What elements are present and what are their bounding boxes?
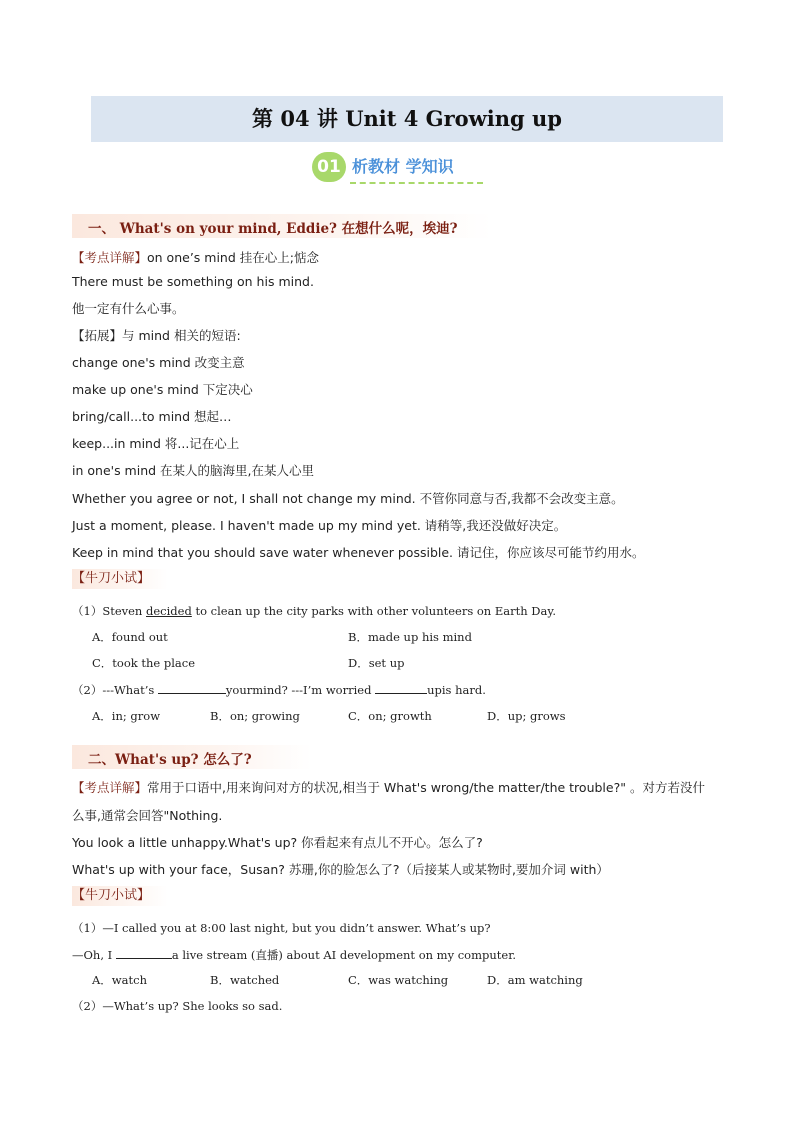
title-bar — [91, 96, 723, 142]
phrase-item: keep...in mind 将...记在心上 — [72, 436, 240, 451]
question-1 — [72, 920, 491, 936]
option-b[interactable]: B．on; growing — [210, 709, 300, 723]
phrase-item: in one's mind 在某人的脑海里,在某人心里 — [72, 463, 315, 478]
question-1-line2 — [72, 946, 516, 963]
question-text: yourmind? ---I’m worried — [225, 683, 376, 697]
phrase-item: change one's mind 改变主意 — [72, 355, 245, 370]
badge-underline — [350, 182, 483, 184]
question-text: —Oh, I — [72, 948, 116, 962]
option-a[interactable]: A．found out — [92, 630, 168, 644]
phrase-item: make up one's mind 下定决心 — [72, 382, 253, 397]
detail-text: 常用于口语中,用来询问对方的状况,相当于 What's wrong/the matter/the trouble?" 。对方若没什 — [147, 780, 705, 795]
practice-tag: 【牛刀小试】 — [72, 886, 168, 906]
extension-text: 与 mind 相关的短语: — [122, 328, 241, 343]
answer-blank[interactable] — [375, 681, 427, 694]
extension-line — [72, 326, 241, 344]
option-a[interactable]: A．in; grow — [92, 709, 161, 723]
option-c[interactable]: C．was watching — [348, 973, 449, 987]
question-number: （1） — [72, 921, 103, 935]
example-sentence: Whether you agree or not, I shall not change my mind. 不管你同意与否,我都不会改变主意。 — [72, 491, 624, 506]
option-a[interactable]: A．watch — [92, 973, 147, 987]
example-sentence: Just a moment, please. I haven't made up my mind yet. 请稍等,我还没做好决定。 — [72, 518, 567, 533]
example-sentence: You look a little unhappy.What's up? 你看起来有点儿不开心。怎么了? — [72, 835, 483, 850]
question-text: Steven — [102, 604, 146, 618]
question-text: upis hard. — [427, 683, 486, 697]
example-cn: 他一定有什么心事。 — [72, 301, 185, 316]
detail-text: on one’s mind 挂在心上;惦念 — [147, 250, 319, 265]
question-text: to clean up the city parks with other volunteers on Earth Day. — [191, 604, 557, 618]
question-text: —I called you at 8:00 last night, but you didn’t answer. What’s up? — [102, 921, 491, 935]
section1-detail-line — [72, 248, 319, 266]
example-sentence: Keep in mind that you should save water whenever possible. 请记住，你应该尽可能节约用水。 — [72, 545, 645, 560]
question-text: —What’s up? She looks so sad. — [102, 999, 283, 1013]
question-2 — [72, 681, 486, 698]
question-text: ---What’s — [102, 683, 158, 697]
section-number-badge: 01 — [312, 152, 346, 182]
example-sentence: What's up with your face，Susan? 苏珊,你的脸怎么了?（后接某人或某物时,要加介词 with） — [72, 862, 609, 877]
question-2 — [72, 998, 282, 1014]
question-number: （2） — [72, 999, 103, 1013]
question-1 — [72, 603, 556, 619]
detail-text-cont: 么事,通常会回答"Nothing. — [72, 808, 223, 823]
detail-tag: 【考点详解】 — [72, 250, 148, 265]
section1-heading: 一、 What's on your mind, Eddie? 在想什么呢，埃迪? — [88, 221, 458, 237]
detail-tag: 【考点详解】 — [72, 780, 148, 795]
practice-tag: 【牛刀小试】 — [72, 569, 168, 589]
option-d[interactable]: D．up; grows — [487, 709, 566, 723]
extension-tag: 【拓展】 — [72, 328, 123, 343]
option-c[interactable]: C．took the place — [92, 656, 196, 670]
answer-blank[interactable] — [116, 946, 172, 959]
option-d[interactable]: D．am watching — [487, 973, 583, 987]
option-b[interactable]: B．watched — [210, 973, 280, 987]
option-b[interactable]: B．made up his mind — [348, 630, 472, 644]
phrase-item: bring/call...to mind 想起… — [72, 409, 232, 424]
page-title: 第 04 讲 Unit 4 Growing up — [252, 106, 562, 131]
underlined-word: decided — [146, 604, 192, 618]
question-text: a live stream (直播) about AI development on my computer. — [171, 948, 517, 962]
answer-blank[interactable] — [158, 681, 226, 694]
section2-detail-line — [72, 778, 705, 796]
question-number: （1） — [72, 604, 103, 618]
option-d[interactable]: D．set up — [348, 656, 405, 670]
question-number: （2） — [72, 683, 103, 697]
example-en: There must be something on his mind. — [72, 274, 314, 289]
option-c[interactable]: C．on; growth — [348, 709, 432, 723]
badge-label: 析教材 学知识 — [352, 157, 454, 176]
section2-heading: 二、What's up? 怎么了? — [88, 752, 252, 768]
